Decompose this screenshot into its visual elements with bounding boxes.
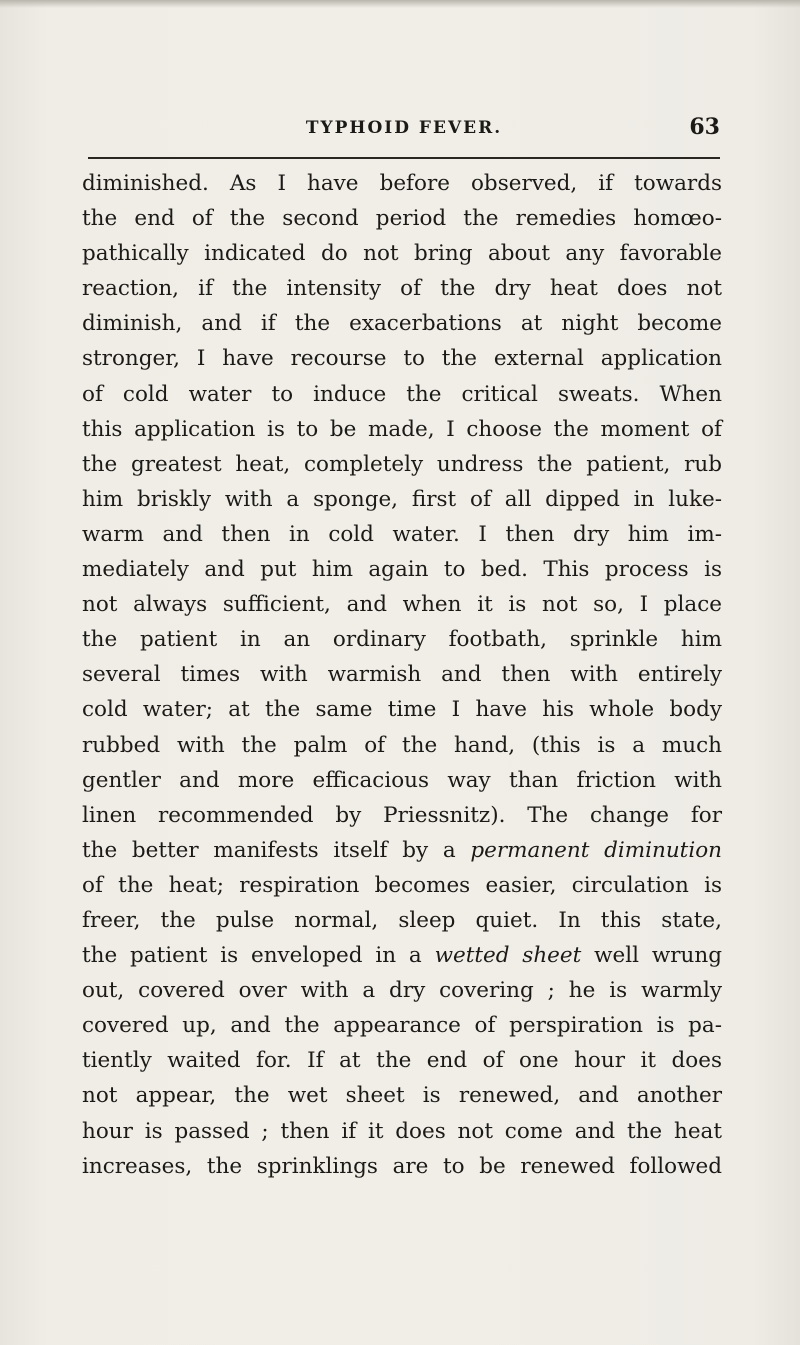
text-line (82, 692, 722, 727)
text-segment: rubbed with the palm of the hand, (this is a much (82, 732, 722, 758)
text-segment: reaction, if the intensity of the dry heat does not (82, 276, 722, 302)
text-segment: him briskly with a sponge, first of all dipped in luke- (82, 486, 722, 512)
text-line (82, 763, 722, 798)
text-segment: not appear, the wet sheet is renewed, and another (82, 1083, 722, 1109)
text-line (82, 973, 722, 1008)
text-line (82, 1008, 722, 1043)
text-segment: out, covered over with a dry covering ; he is warmly (82, 978, 722, 1004)
text-line (82, 517, 722, 552)
text-line (82, 798, 722, 833)
text-line (82, 341, 722, 376)
text-segment: the patient is enveloped in a (82, 943, 435, 969)
text-segment: tiently waited for. If at the end of one hour it does (82, 1048, 722, 1074)
text-segment: the better manifests itself by a (82, 837, 471, 863)
text-segment: diminished. As I have before observed, if towards (82, 171, 722, 196)
text-segment: of the heat; respiration becomes easier, circulation is (82, 872, 722, 898)
italic-text: permanent diminution (470, 837, 722, 863)
text-segment: the patient in an ordinary footbath, sprinkle him (82, 627, 722, 653)
text-segment: this application is to be made, I choose the moment of (82, 416, 722, 442)
text-segment: diminish, and if the exacerbations at night become (82, 311, 722, 337)
text-line (82, 166, 722, 201)
text-line (82, 938, 722, 973)
body-text (82, 166, 722, 1184)
text-line (82, 201, 722, 236)
page-number: 63 (689, 114, 720, 140)
text-line (82, 833, 722, 868)
text-segment: cold water; at the same time I have his whole body (82, 697, 722, 723)
text-segment: gentler and more efficacious way than friction with (82, 767, 722, 793)
text-line (82, 587, 722, 622)
text-line (82, 447, 722, 482)
text-segment: well wrung (581, 943, 722, 969)
text-segment: not always sufficient, and when it is not so, I place (82, 592, 722, 618)
text-line (82, 377, 722, 412)
text-segment: covered up, and the appearance of perspiration is pa- (82, 1013, 722, 1039)
text-segment: freer, the pulse normal, sleep quiet. In this state, (82, 907, 722, 933)
text-segment: several times with warmish and then with entirely (82, 662, 722, 688)
text-segment: increases, the sprinklings are to be renewed followed (82, 1153, 722, 1179)
text-line (82, 903, 722, 938)
text-segment: warm and then in cold water. I then dry him im- (82, 521, 722, 547)
text-segment: of cold water to induce the critical sweats. When (82, 381, 722, 407)
text-line (82, 1043, 722, 1078)
header-rule (88, 157, 720, 159)
text-segment: hour is passed ; then if it does not come and the heat (82, 1118, 722, 1144)
text-line (82, 236, 722, 271)
text-segment: stronger, I have recourse to the external application (82, 346, 722, 372)
text-segment: the greatest heat, completely undress the patient, rub (82, 451, 722, 477)
page-edge-shadow (0, 0, 800, 8)
text-line (82, 868, 722, 903)
text-segment: linen recommended by Priessnitz). The change for (82, 802, 722, 828)
text-line (82, 306, 722, 341)
text-segment: the end of the second period the remedies homœo- (82, 206, 722, 232)
text-line (82, 1114, 722, 1149)
text-line (82, 728, 722, 763)
text-line (82, 622, 722, 657)
text-line (82, 482, 722, 517)
text-line (82, 1149, 722, 1184)
text-line (82, 552, 722, 587)
text-line (82, 412, 722, 447)
text-line (82, 657, 722, 692)
text-line (82, 1078, 722, 1113)
running-head: TYPHOID FEVER. (305, 118, 503, 138)
page-header (88, 114, 720, 144)
text-line (82, 271, 722, 306)
text-segment: pathically indicated do not bring about any favorable (82, 241, 722, 267)
italic-text: wetted sheet (434, 943, 582, 969)
text-segment: mediately and put him again to bed. This process is (82, 557, 722, 583)
